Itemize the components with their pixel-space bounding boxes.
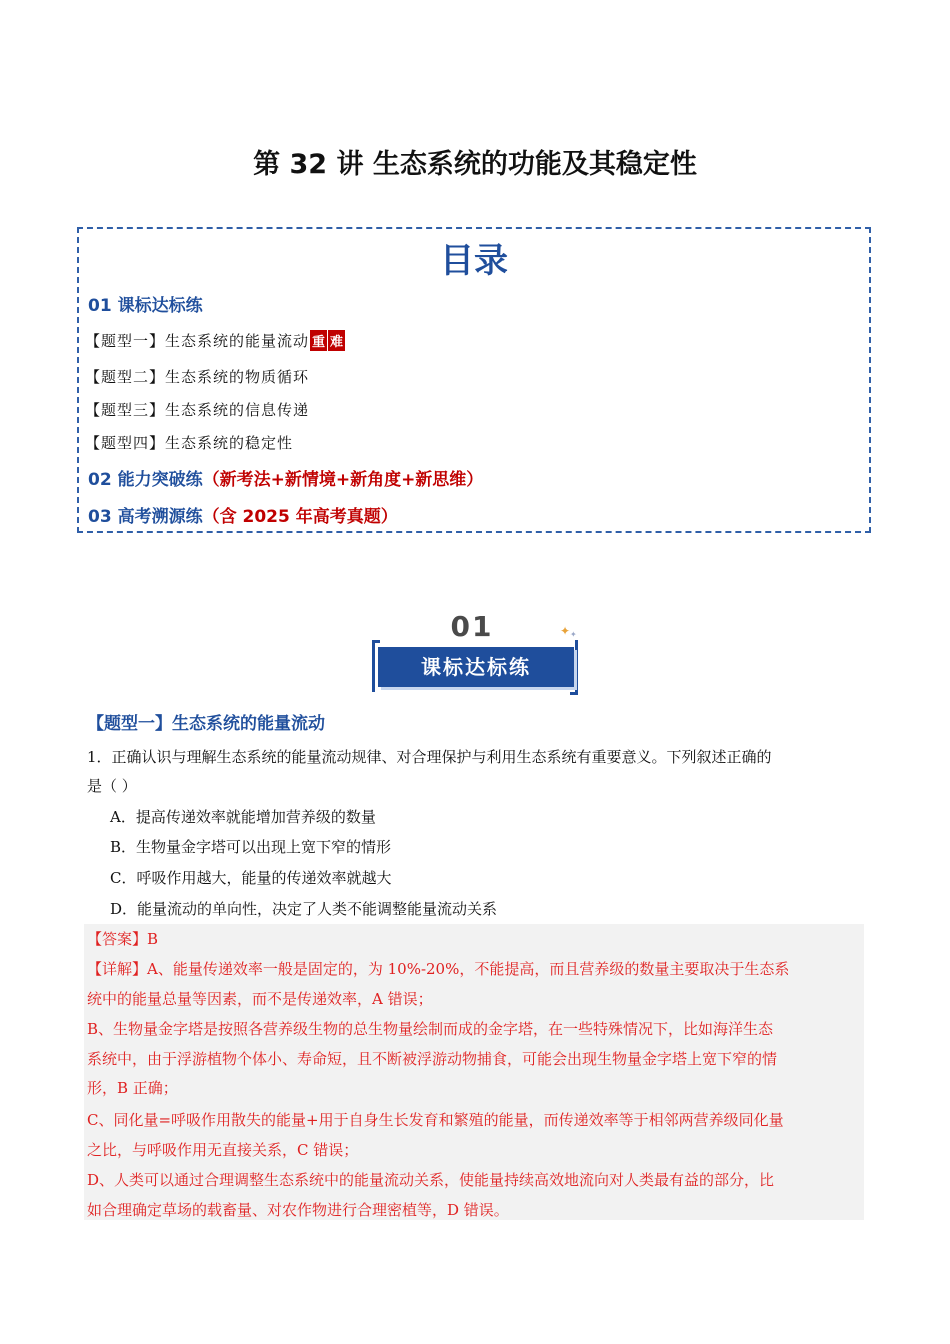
explanation-line: 【详解】A、能量传递效率一般是固定的，为 10%-20%，不能提高，而且营养级的数量主要取决于生态系: [87, 960, 790, 978]
explanation-line: D、人类可以通过合理调整生态系统中的能量流动关系，使能量持续高效地流向对人类最有益的部分，比: [87, 1171, 775, 1189]
explanation-line: C、同化量=呼吸作用散失的能量+用于自身生长发育和繁殖的能量，而传递效率等于相邻两营养级同化量: [87, 1111, 784, 1129]
sparkle-small-icon: ✦: [570, 630, 577, 639]
explanation-line: 统中的能量总量等因素，而不是传递效率，A 错误；: [87, 990, 433, 1008]
option-d: D．能量流动的单向性，决定了人类不能调整能量流动关系: [110, 900, 498, 918]
question-stem: 1．正确认识与理解生态系统的能量流动规律、对合理保护与利用生态系统有重要意义。下列叙述正确的: [87, 748, 772, 766]
toc-section-3-label: 03 高考溯源练: [88, 507, 203, 527]
toc-section-2-note: （新考法+新情境+新角度+新思维）: [202, 470, 484, 490]
toc-item-1[interactable]: [85, 330, 345, 351]
tag-key: 重: [310, 330, 327, 351]
toc-section-1[interactable]: 01 课标达标练: [88, 296, 203, 316]
section-banner: [372, 610, 582, 692]
toc-item-2[interactable]: 【题型二】生态系统的物质循环: [85, 368, 310, 386]
explanation-line: B、生物量金字塔是按照各营养级生物的总生物量绘制而成的金字塔，在一些特殊情况下，比如海洋生态: [87, 1020, 774, 1038]
explanation-line: 之比，与呼吸作用无直接关系，C 错误；: [87, 1141, 359, 1159]
question-stem-cont: 是（ ）: [87, 777, 137, 795]
explanation-line: 如合理确定草场的载畜量、对农作物进行合理密植等，D 错误。: [87, 1201, 509, 1219]
table-of-contents: [77, 227, 871, 533]
toc-heading: 目录: [440, 241, 508, 281]
toc-item-4[interactable]: 【题型四】生态系统的稳定性: [85, 434, 294, 452]
toc-item-3[interactable]: 【题型三】生态系统的信息传递: [85, 401, 310, 419]
explanation-line: 系统中，由于浮游植物个体小、寿命短，且不断被浮游动物捕食，可能会出现生物量金字塔上宽下窄的情: [87, 1050, 778, 1068]
explanation-line: 形，B 正确；: [87, 1079, 178, 1097]
toc-section-2[interactable]: [88, 465, 483, 490]
toc-section-3-note: （含 2025 年高考真题）: [202, 507, 398, 527]
option-b: B．生物量金字塔可以出现上宽下窄的情形: [110, 838, 392, 856]
banner-label: 课标达标练: [421, 655, 531, 679]
page-title: 第 32 讲 生态系统的功能及其稳定性: [253, 149, 697, 180]
option-a: A．提高传递效率就能增加营养级的数量: [110, 808, 376, 826]
question-type-heading: 【题型一】生态系统的能量流动: [87, 714, 325, 734]
answer-line: 【答案】B: [87, 930, 159, 948]
toc-section-2-label: 02 能力突破练: [88, 470, 203, 490]
banner-number: 01: [450, 610, 494, 643]
toc-item-label: 【题型一】生态系统的能量流动: [85, 332, 310, 350]
option-c: C．呼吸作用越大，能量的传递效率就越大: [110, 869, 392, 887]
tag-difficult: 难: [328, 330, 345, 351]
sparkle-icon: ✦: [560, 624, 571, 638]
toc-section-3[interactable]: [88, 502, 398, 527]
